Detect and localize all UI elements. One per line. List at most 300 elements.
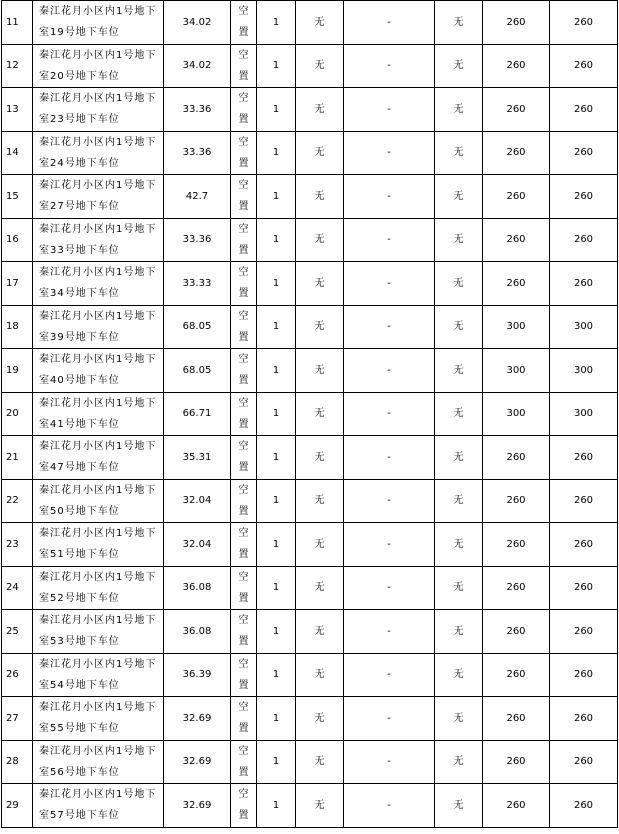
column-c3-cell <box>435 697 483 741</box>
row-number-cell-text: 25 <box>6 625 19 637</box>
area-cell <box>164 88 231 132</box>
quantity-cell-text: 1 <box>272 16 280 28</box>
table-row <box>2 479 618 523</box>
row-number-cell-text: 23 <box>6 538 19 550</box>
column-c1-cell <box>296 784 344 828</box>
price-total-cell-text: 260 <box>573 60 594 72</box>
price-cell <box>483 653 550 697</box>
column-c1-cell <box>296 697 344 741</box>
status-cell-text: 置 <box>238 114 249 126</box>
column-c1-cell-text: 无 <box>314 103 325 115</box>
price-cell-text: 260 <box>506 669 526 681</box>
location-cell <box>33 392 164 436</box>
row-number-cell <box>2 1 33 45</box>
location-cell-text: 室56号地下车位 <box>39 766 120 778</box>
status-cell-text: 置 <box>238 810 249 822</box>
price-cell <box>483 392 550 436</box>
quantity-cell-text: 1 <box>272 103 280 115</box>
price-cell-text: 260 <box>506 582 526 594</box>
price-total-cell-text: 300 <box>573 364 594 376</box>
quantity-cell-text: 1 <box>272 147 280 159</box>
row-number-cell <box>2 479 33 523</box>
location-cell-text: 室23号地下车位 <box>39 114 120 126</box>
area-cell <box>164 305 231 349</box>
status-cell-text: 空 <box>238 441 249 453</box>
status-cell-text: 空 <box>238 745 249 757</box>
column-c3-cell <box>435 653 483 697</box>
status-cell <box>231 479 257 523</box>
location-cell-text: 秦江花月小区内1号地下 <box>39 702 157 714</box>
location-cell <box>33 262 164 306</box>
table-row <box>2 44 618 88</box>
location-cell-text: 室24号地下车位 <box>39 157 120 169</box>
status-cell <box>231 653 257 697</box>
column-c2-cell-text: - <box>387 756 391 768</box>
row-number-cell-text: 13 <box>6 103 19 115</box>
column-c3-cell-text: 无 <box>453 16 464 28</box>
area-cell-text: 66.71 <box>182 408 212 420</box>
price-total-cell-text: 260 <box>573 582 594 594</box>
column-c2-cell <box>344 175 435 219</box>
price-total-cell-text: 260 <box>573 147 594 159</box>
column-c1-cell-text: 无 <box>314 756 325 768</box>
area-cell-text: 34.02 <box>182 60 212 72</box>
column-c1-cell-text: 无 <box>314 582 325 594</box>
area-cell <box>164 479 231 523</box>
price-cell-text: 260 <box>506 103 526 115</box>
area-cell <box>164 740 231 784</box>
row-number-cell <box>2 262 33 306</box>
location-cell <box>33 740 164 784</box>
price-total-cell-text: 260 <box>573 799 594 811</box>
status-cell <box>231 1 257 45</box>
status-cell-text: 空 <box>238 528 249 540</box>
status-cell <box>231 88 257 132</box>
row-number-cell-text: 28 <box>6 756 19 768</box>
row-number-cell <box>2 523 33 567</box>
status-cell-text: 空 <box>238 702 249 714</box>
price-total-cell-text: 260 <box>573 669 594 681</box>
table-row <box>2 175 618 219</box>
status-cell-text: 置 <box>238 375 249 387</box>
status-cell-text: 置 <box>238 549 249 561</box>
price-cell <box>483 1 550 45</box>
location-cell-text: 秦江花月小区内1号地下 <box>39 180 157 192</box>
column-c2-cell-text: - <box>387 321 391 333</box>
status-cell <box>231 218 257 262</box>
area-cell <box>164 523 231 567</box>
status-cell <box>231 44 257 88</box>
column-c1-cell <box>296 523 344 567</box>
column-c1-cell <box>296 349 344 393</box>
location-cell-text: 秦江花月小区内1号地下 <box>39 136 157 148</box>
price-total-cell <box>550 479 618 523</box>
column-c2-cell <box>344 436 435 480</box>
column-c2-cell-text: - <box>387 538 391 550</box>
price-total-cell-text: 260 <box>573 103 594 115</box>
table-row <box>2 653 618 697</box>
area-cell-text: 36.08 <box>182 625 212 637</box>
column-c1-cell-text: 无 <box>314 451 325 463</box>
status-cell <box>231 784 257 828</box>
price-cell-text: 260 <box>506 60 526 72</box>
table-row <box>2 262 618 306</box>
column-c1-cell <box>296 44 344 88</box>
quantity-cell-text: 1 <box>272 364 280 376</box>
location-cell-text: 室51号地下车位 <box>39 549 120 561</box>
column-c3-cell-text: 无 <box>453 60 464 72</box>
price-cell-text: 260 <box>506 495 526 507</box>
column-c3-cell <box>435 436 483 480</box>
column-c3-cell-text: 无 <box>453 451 464 463</box>
column-c3-cell-text: 无 <box>453 277 464 289</box>
quantity-cell <box>257 218 296 262</box>
price-cell-text: 260 <box>506 756 526 768</box>
area-cell <box>164 697 231 741</box>
row-number-cell-text: 11 <box>6 16 19 28</box>
row-number-cell <box>2 392 33 436</box>
location-cell-text: 室19号地下车位 <box>39 27 120 39</box>
quantity-cell <box>257 262 296 306</box>
area-cell <box>164 349 231 393</box>
price-total-cell <box>550 1 618 45</box>
column-c3-cell <box>435 523 483 567</box>
column-c2-cell-text: - <box>387 234 391 246</box>
column-c2-cell <box>344 697 435 741</box>
column-c3-cell <box>435 784 483 828</box>
status-cell-text: 空 <box>238 310 249 322</box>
column-c3-cell-text: 无 <box>453 669 464 681</box>
quantity-cell <box>257 436 296 480</box>
price-total-cell-text: 260 <box>573 625 594 637</box>
table-row <box>2 218 618 262</box>
row-number-cell <box>2 740 33 784</box>
column-c1-cell-text: 无 <box>314 234 325 246</box>
column-c3-cell <box>435 392 483 436</box>
location-cell <box>33 653 164 697</box>
price-total-cell-text: 260 <box>573 451 594 463</box>
table-row <box>2 784 618 828</box>
quantity-cell <box>257 740 296 784</box>
area-cell-text: 32.69 <box>182 756 212 768</box>
row-number-cell-text: 18 <box>6 321 19 333</box>
quantity-cell-text: 1 <box>272 190 280 202</box>
column-c2-cell <box>344 349 435 393</box>
status-cell-text: 置 <box>238 288 249 300</box>
row-number-cell-text: 27 <box>6 712 19 724</box>
status-cell <box>231 175 257 219</box>
column-c2-cell-text: - <box>387 60 391 72</box>
location-cell <box>33 566 164 610</box>
status-cell-text: 空 <box>238 397 249 409</box>
row-number-cell <box>2 784 33 828</box>
row-number-cell <box>2 175 33 219</box>
price-total-cell <box>550 88 618 132</box>
location-cell-text: 室41号地下车位 <box>39 418 120 430</box>
price-total-cell <box>550 349 618 393</box>
column-c2-cell <box>344 740 435 784</box>
row-number-cell <box>2 697 33 741</box>
column-c1-cell-text: 无 <box>314 364 325 376</box>
location-cell-text: 室27号地下车位 <box>39 201 120 213</box>
table-row <box>2 523 618 567</box>
quantity-cell-text: 1 <box>272 625 280 637</box>
price-cell <box>483 697 550 741</box>
column-c2-cell <box>344 653 435 697</box>
price-total-cell <box>550 653 618 697</box>
location-cell-text: 秦江花月小区内1号地下 <box>39 267 157 279</box>
area-cell <box>164 131 231 175</box>
column-c3-cell <box>435 566 483 610</box>
quantity-cell-text: 1 <box>272 712 280 724</box>
column-c1-cell-text: 无 <box>314 712 325 724</box>
location-cell-text: 室20号地下车位 <box>39 70 120 82</box>
status-cell-text: 置 <box>238 244 249 256</box>
column-c1-cell-text: 无 <box>314 60 325 72</box>
area-cell <box>164 175 231 219</box>
price-total-cell <box>550 131 618 175</box>
column-c2-cell-text: - <box>387 799 391 811</box>
row-number-cell <box>2 349 33 393</box>
quantity-cell-text: 1 <box>272 756 280 768</box>
status-cell-text: 空 <box>238 267 249 279</box>
quantity-cell-text: 1 <box>272 582 280 594</box>
price-total-cell <box>550 44 618 88</box>
column-c1-cell-text: 无 <box>314 147 325 159</box>
row-number-cell <box>2 653 33 697</box>
quantity-cell-text: 1 <box>272 277 280 289</box>
column-c1-cell-text: 无 <box>314 408 325 420</box>
column-c2-cell-text: - <box>387 495 391 507</box>
quantity-cell <box>257 479 296 523</box>
area-cell-text: 36.08 <box>182 582 212 594</box>
column-c2-cell-text: - <box>387 408 391 420</box>
status-cell-text: 空 <box>238 789 249 801</box>
column-c3-cell <box>435 1 483 45</box>
price-cell <box>483 784 550 828</box>
price-cell-text: 300 <box>506 321 526 333</box>
row-number-cell <box>2 436 33 480</box>
area-cell-text: 68.05 <box>182 321 212 333</box>
area-cell <box>164 392 231 436</box>
location-cell-text: 秦江花月小区内1号地下 <box>39 49 157 61</box>
price-total-cell-text: 260 <box>573 495 594 507</box>
price-total-cell-text: 260 <box>573 712 594 724</box>
column-c3-cell-text: 无 <box>453 712 464 724</box>
column-c1-cell-text: 无 <box>314 669 325 681</box>
price-cell-text: 260 <box>506 538 526 550</box>
quantity-cell <box>257 349 296 393</box>
quantity-cell-text: 1 <box>272 669 280 681</box>
area-cell <box>164 218 231 262</box>
price-total-cell <box>550 566 618 610</box>
column-c2-cell-text: - <box>387 147 391 159</box>
status-cell <box>231 523 257 567</box>
location-cell-text: 秦江花月小区内1号地下 <box>39 745 157 757</box>
column-c2-cell <box>344 305 435 349</box>
column-c3-cell <box>435 175 483 219</box>
status-cell-text: 置 <box>238 636 249 648</box>
quantity-cell-text: 1 <box>272 495 280 507</box>
column-c3-cell <box>435 479 483 523</box>
row-number-cell-text: 19 <box>6 364 19 376</box>
price-cell-text: 300 <box>506 364 526 376</box>
row-number-cell <box>2 218 33 262</box>
column-c3-cell-text: 无 <box>453 756 464 768</box>
location-cell-text: 秦江花月小区内1号地下 <box>39 615 157 627</box>
location-cell-text: 秦江花月小区内1号地下 <box>39 6 157 18</box>
status-cell-text: 置 <box>238 27 249 39</box>
location-cell <box>33 784 164 828</box>
column-c1-cell-text: 无 <box>314 495 325 507</box>
table-body <box>2 1 618 828</box>
location-cell <box>33 305 164 349</box>
column-c2-cell <box>344 479 435 523</box>
status-cell <box>231 566 257 610</box>
column-c1-cell <box>296 88 344 132</box>
price-cell <box>483 88 550 132</box>
status-cell-text: 置 <box>238 766 249 778</box>
price-cell <box>483 44 550 88</box>
column-c2-cell <box>344 610 435 654</box>
location-cell <box>33 218 164 262</box>
column-c3-cell-text: 无 <box>453 364 464 376</box>
status-cell-text: 置 <box>238 157 249 169</box>
price-cell-text: 260 <box>506 234 526 246</box>
price-cell-text: 260 <box>506 16 526 28</box>
price-cell <box>483 740 550 784</box>
column-c1-cell <box>296 566 344 610</box>
location-cell-text: 室50号地下车位 <box>39 505 120 517</box>
column-c2-cell-text: - <box>387 669 391 681</box>
price-cell-text: 260 <box>506 451 526 463</box>
table-row <box>2 131 618 175</box>
column-c3-cell <box>435 610 483 654</box>
column-c2-cell <box>344 88 435 132</box>
column-c1-cell <box>296 262 344 306</box>
price-cell-text: 260 <box>506 277 526 289</box>
area-cell-text: 68.05 <box>182 364 212 376</box>
column-c3-cell-text: 无 <box>453 582 464 594</box>
location-cell-text: 秦江花月小区内1号地下 <box>39 484 157 496</box>
quantity-cell <box>257 131 296 175</box>
table-row <box>2 1 618 45</box>
area-cell-text: 33.36 <box>182 103 212 115</box>
row-number-cell-text: 14 <box>6 147 19 159</box>
status-cell-text: 空 <box>238 49 249 61</box>
location-cell-text: 秦江花月小区内1号地下 <box>39 528 157 540</box>
column-c1-cell-text: 无 <box>314 277 325 289</box>
price-total-cell-text: 260 <box>573 756 594 768</box>
price-total-cell-text: 300 <box>573 321 594 333</box>
column-c2-cell <box>344 44 435 88</box>
price-total-cell <box>550 262 618 306</box>
location-cell <box>33 436 164 480</box>
status-cell <box>231 697 257 741</box>
table-row <box>2 349 618 393</box>
column-c2-cell <box>344 784 435 828</box>
quantity-cell <box>257 44 296 88</box>
location-cell-text: 秦江花月小区内1号地下 <box>39 223 157 235</box>
price-cell-text: 260 <box>506 712 526 724</box>
quantity-cell <box>257 653 296 697</box>
price-cell-text: 260 <box>506 625 526 637</box>
column-c2-cell-text: - <box>387 712 391 724</box>
area-cell-text: 32.04 <box>182 495 212 507</box>
quantity-cell <box>257 610 296 654</box>
status-cell-text: 空 <box>238 136 249 148</box>
status-cell-text: 空 <box>238 354 249 366</box>
status-cell <box>231 305 257 349</box>
column-c2-cell <box>344 262 435 306</box>
status-cell-text: 空 <box>238 180 249 192</box>
row-number-cell-text: 17 <box>6 277 19 289</box>
quantity-cell-text: 1 <box>272 408 280 420</box>
column-c2-cell <box>344 523 435 567</box>
location-cell-text: 室55号地下车位 <box>39 723 120 735</box>
location-cell-text: 秦江花月小区内1号地下 <box>39 571 157 583</box>
column-c1-cell-text: 无 <box>314 190 325 202</box>
price-cell-text: 300 <box>506 408 526 420</box>
price-total-cell-text: 260 <box>573 190 594 202</box>
column-c1-cell <box>296 218 344 262</box>
location-cell <box>33 88 164 132</box>
column-c3-cell-text: 无 <box>453 321 464 333</box>
column-c3-cell-text: 无 <box>453 234 464 246</box>
quantity-cell-text: 1 <box>272 799 280 811</box>
location-cell <box>33 479 164 523</box>
location-cell-text: 室53号地下车位 <box>39 636 120 648</box>
price-total-cell <box>550 784 618 828</box>
price-cell <box>483 566 550 610</box>
location-cell-text: 室57号地下车位 <box>39 810 120 822</box>
price-cell <box>483 131 550 175</box>
location-cell-text: 室47号地下车位 <box>39 462 120 474</box>
column-c2-cell-text: - <box>387 190 391 202</box>
column-c3-cell <box>435 305 483 349</box>
price-total-cell <box>550 697 618 741</box>
status-cell-text: 置 <box>238 201 249 213</box>
location-cell-text: 室33号地下车位 <box>39 244 120 256</box>
row-number-cell <box>2 610 33 654</box>
quantity-cell <box>257 392 296 436</box>
row-number-cell <box>2 305 33 349</box>
status-cell-text: 置 <box>238 462 249 474</box>
area-cell-text: 42.7 <box>185 190 209 202</box>
quantity-cell-text: 1 <box>272 451 280 463</box>
price-total-cell <box>550 740 618 784</box>
price-cell <box>483 305 550 349</box>
area-cell-text: 32.69 <box>182 712 212 724</box>
column-c1-cell-text: 无 <box>314 538 325 550</box>
location-cell-text: 秦江花月小区内1号地下 <box>39 354 157 366</box>
table-row <box>2 88 618 132</box>
area-cell-text: 35.31 <box>182 451 212 463</box>
column-c3-cell <box>435 131 483 175</box>
location-cell <box>33 131 164 175</box>
column-c3-cell <box>435 740 483 784</box>
column-c1-cell-text: 无 <box>314 321 325 333</box>
location-cell-text: 室40号地下车位 <box>39 375 120 387</box>
quantity-cell-text: 1 <box>272 60 280 72</box>
price-total-cell <box>550 305 618 349</box>
area-cell <box>164 610 231 654</box>
location-cell <box>33 697 164 741</box>
column-c2-cell <box>344 131 435 175</box>
price-total-cell <box>550 175 618 219</box>
price-total-cell <box>550 610 618 654</box>
status-cell-text: 置 <box>238 592 249 604</box>
